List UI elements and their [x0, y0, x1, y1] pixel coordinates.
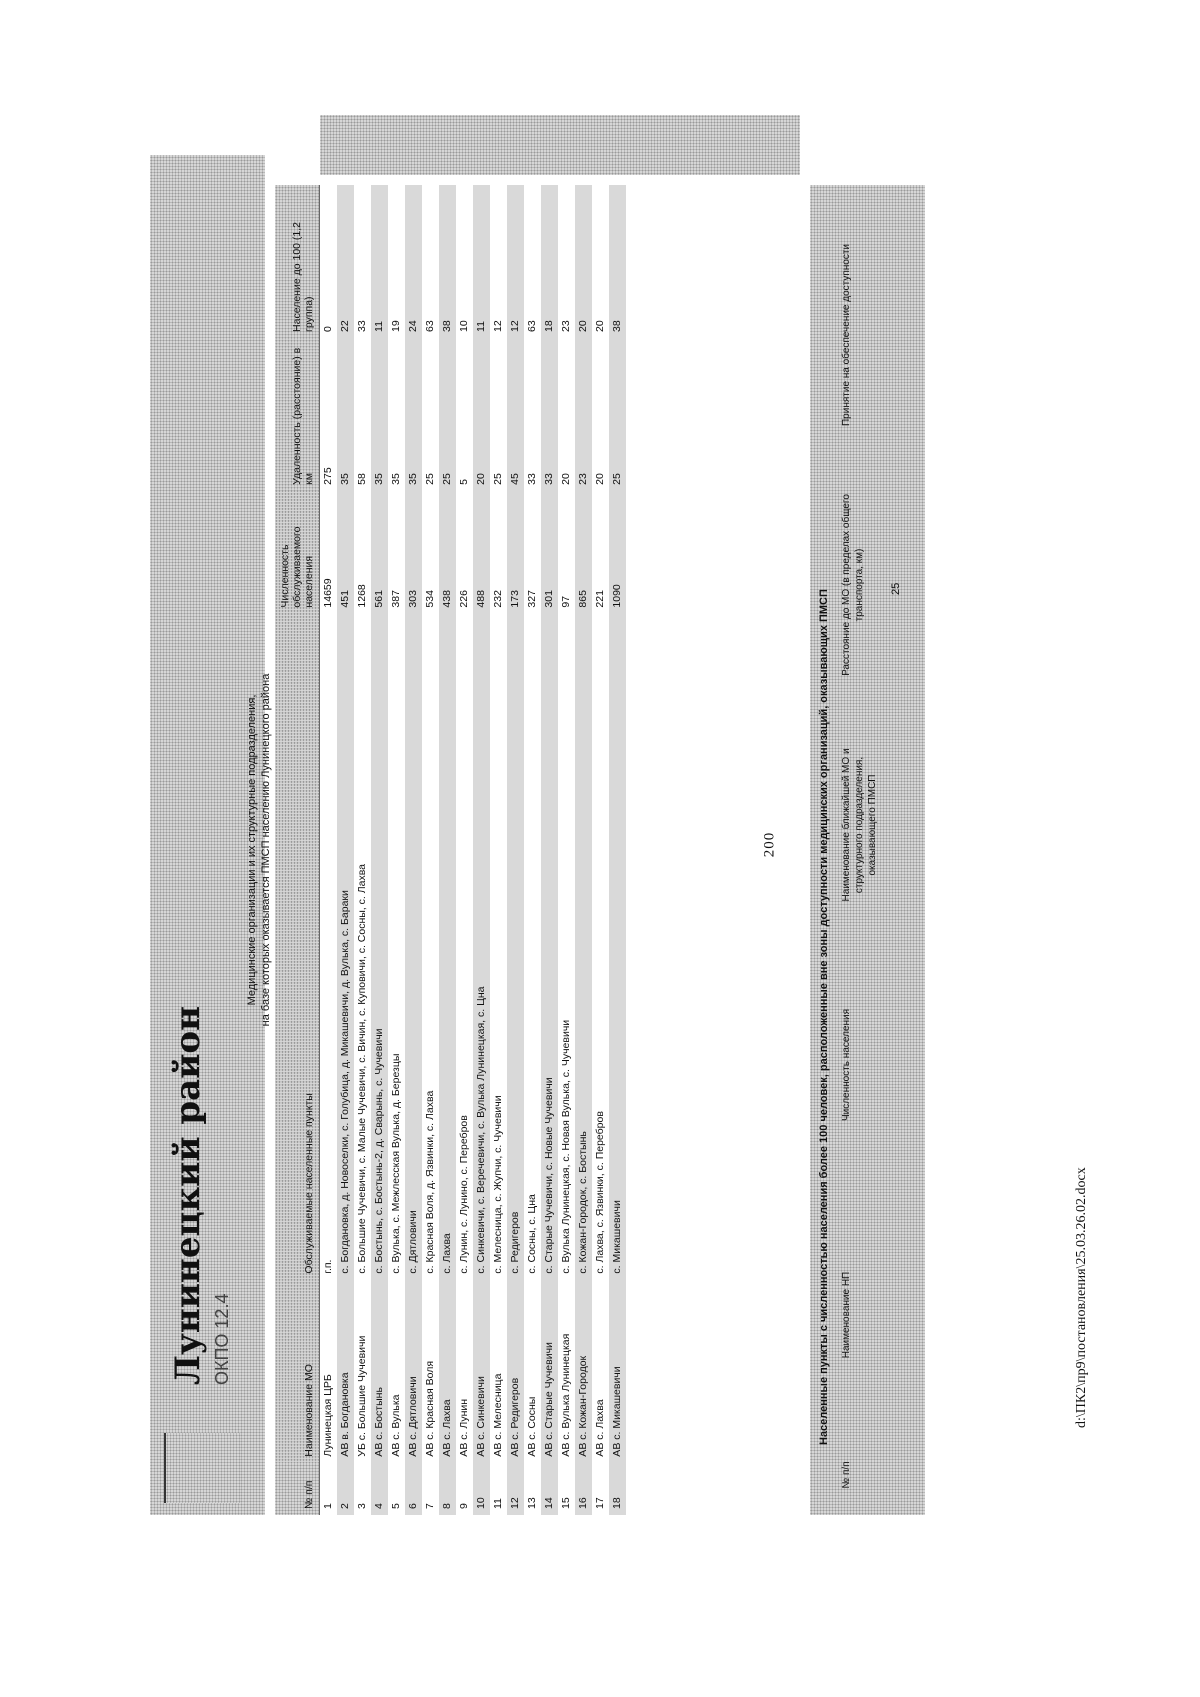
page-number: 200 — [761, 831, 778, 858]
table-cell-dist: 35 — [405, 338, 422, 491]
table-cell-n: 14 — [541, 1463, 558, 1515]
table-cell-pop: 561 — [371, 491, 388, 614]
table-cell-pop: 301 — [541, 491, 558, 614]
table-cell-mo: АВ с. Лахва — [439, 1280, 456, 1463]
table-cell-pop: 14659 — [322, 578, 334, 608]
table-cell-pct: 11 — [473, 185, 490, 338]
table-row — [575, 185, 592, 1515]
table-row — [473, 185, 490, 1515]
bottom-value: 25 — [890, 582, 902, 595]
footer-file-path: d:\ПК2\пр9\постановления\25.03.26.02.docx — [1074, 1167, 1089, 1428]
column-header: Удаленность (расстояние) в км — [275, 338, 320, 491]
table-cell-dist: 25 — [609, 338, 626, 491]
table-cell-dist: 25 — [424, 473, 436, 485]
bottom-section — [810, 185, 925, 1515]
table-cell-mo: АВ с. Лунин — [458, 1398, 470, 1457]
table-cell-n: 1 — [322, 1503, 334, 1509]
table-cell-pct: 0 — [322, 326, 334, 332]
table-cell-np: с. Красная Воля, д. Язвинки, с. Лахва — [424, 1090, 436, 1274]
table-cell-dist: 35 — [390, 473, 402, 485]
table-cell-mo: АВ с. Синкевичи — [473, 1280, 490, 1463]
table-row — [592, 185, 609, 1515]
table-cell-dist: 35 — [337, 338, 354, 491]
rotated-sheet — [150, 115, 940, 1515]
table-cell-dist: 45 — [507, 338, 524, 491]
table-cell-np: с. Лунин, с. Лунино, с. Перебров — [458, 1115, 470, 1274]
table-cell-np: с. Дятловичи — [405, 614, 422, 1280]
table-cell-np: г.п. — [322, 1259, 334, 1274]
organizations-table — [275, 185, 626, 1515]
table-cell-dist: 20 — [594, 473, 606, 485]
table-cell-n: 18 — [609, 1463, 626, 1515]
column-header: Обслуживаемые населенные пункты — [275, 614, 320, 1280]
table-cell-np: с. Кожан-Городок, с. Бостынь — [575, 614, 592, 1280]
bottom-column-header: Численность населения — [841, 1008, 852, 1122]
table-cell-np: с. Бостынь, с. Бостынь-2, д. Сварынь, с. Чучевичи — [371, 614, 388, 1280]
table-header-row — [275, 185, 320, 1515]
table-cell-dist: 23 — [575, 338, 592, 491]
table-cell-n: 16 — [575, 1463, 592, 1515]
table-cell-pct: 19 — [390, 320, 402, 332]
table-cell-mo: АВ с. Мелесница — [492, 1373, 504, 1457]
table-cell-pop: 488 — [473, 491, 490, 614]
table-cell-dist: 25 — [439, 338, 456, 491]
table-cell-pop: 173 — [507, 491, 524, 614]
table-cell-pct: 10 — [458, 320, 470, 332]
table-cell-np: с. Сосны, с. Цна — [526, 1194, 538, 1274]
table-cell-pop: 232 — [492, 590, 504, 608]
table-cell-pop: 534 — [424, 590, 436, 608]
table-cell-n: 5 — [390, 1503, 402, 1509]
table-cell-pop: 327 — [526, 590, 538, 608]
bottom-column-header: Наименование ближайшей МО и структурного подразделения, оказывающего ПМСП — [841, 748, 878, 902]
table-row — [388, 185, 405, 1515]
table-cell-pct: 63 — [424, 320, 436, 332]
table-title-line-2: на базе которых оказывается ПМСП населению Лунинецкого района — [260, 673, 272, 1027]
table-cell-pop: 221 — [594, 590, 606, 608]
table-cell-mo: АВ с. Красная Воля — [424, 1360, 436, 1457]
table-cell-n: 11 — [492, 1498, 504, 1509]
region-code: ОКПО 12.4 — [212, 1293, 232, 1385]
table-cell-n: 17 — [594, 1497, 606, 1509]
side-decoration — [320, 115, 800, 175]
table-cell-pct: 20 — [575, 185, 592, 338]
table-cell-dist: 25 — [492, 473, 504, 485]
table-row — [439, 185, 456, 1515]
bottom-column-header: Наименование НП — [841, 1271, 852, 1359]
table-cell-pct: 33 — [356, 320, 368, 332]
region-title: Лунинецкий район — [168, 1006, 208, 1385]
table-cell-pct: 22 — [337, 185, 354, 338]
table-cell-pct: 11 — [371, 185, 388, 338]
table-row — [541, 185, 558, 1515]
table-cell-dist: 275 — [322, 467, 334, 485]
bottom-column-header: Расстояние до МО (в пределах общего транспорта, км) — [841, 494, 865, 676]
table-cell-mo: АВ с. Редигеров — [507, 1280, 524, 1463]
table-cell-pct: 24 — [405, 185, 422, 338]
bottom-column-header: № п/п — [841, 1461, 852, 1489]
table-row — [456, 185, 473, 1515]
column-header: Наименование МО — [275, 1280, 320, 1463]
table-cell-np: с. Лахва, с. Язвинки, с. Перебров — [594, 1111, 606, 1274]
table-cell-mo: УБ с. Большие Чучевичи — [356, 1335, 368, 1457]
table-cell-pop: 1090 — [609, 491, 626, 614]
table-title — [245, 185, 273, 1515]
table-cell-pop: 303 — [405, 491, 422, 614]
table-cell-dist: 20 — [560, 473, 572, 485]
column-header: Численность обслуживаемого населения — [275, 491, 320, 614]
table-cell-mo: АВ с. Вулька Лунинецкая — [560, 1333, 572, 1457]
table-row — [524, 185, 541, 1515]
logo-icon — [164, 1433, 241, 1503]
table-body — [320, 185, 627, 1515]
table-cell-pct: 12 — [507, 185, 524, 338]
table-cell-mo: АВ с. Вулька — [390, 1394, 402, 1457]
table-cell-n: 2 — [337, 1463, 354, 1515]
table-row — [558, 185, 575, 1515]
table-cell-mo: АВ с. Микашевичи — [609, 1280, 626, 1463]
bottom-column-header: Принятие на обеспечение доступности — [841, 244, 852, 426]
column-header: № п/п — [275, 1463, 320, 1515]
table-cell-n: 15 — [560, 1497, 572, 1509]
table-cell-np: с. Синкевичи, с. Веречевичи, с. Вулька Лунинецкая, с. Цна — [473, 614, 490, 1280]
table-row — [371, 185, 388, 1515]
table-cell-np: с. Большие Чучевичи, с. Малые Чучевичи, с. Вичин, с. Куповичи, с. Сосны, с. Лахва — [356, 863, 368, 1274]
table-cell-mo: АВ с. Лахва — [594, 1399, 606, 1457]
table-cell-dist: 5 — [458, 479, 470, 485]
table-cell-mo: АВ в. Богдановка — [337, 1280, 354, 1463]
table-cell-n: 7 — [424, 1503, 436, 1509]
table-title-line-1: Медицинские организации и их структурные подразделения, — [246, 694, 258, 1006]
table-cell-n: 4 — [371, 1463, 388, 1515]
table-cell-n: 6 — [405, 1463, 422, 1515]
table-cell-n: 12 — [507, 1463, 524, 1515]
table-cell-pop: 97 — [560, 595, 572, 608]
table-cell-pop: 387 — [390, 590, 402, 608]
table-cell-n: 10 — [473, 1463, 490, 1515]
table-cell-pct: 20 — [594, 320, 606, 332]
table-row — [507, 185, 524, 1515]
table-cell-n: 9 — [458, 1503, 470, 1509]
table-cell-pct: 23 — [560, 320, 572, 332]
table-cell-np: с. Вулька, с. Межлесская Вулька, д. Березцы — [390, 1053, 402, 1274]
table-row — [320, 185, 338, 1515]
table-cell-pct: 63 — [526, 320, 538, 332]
table-cell-mo: Лунинецкая ЦРБ — [322, 1374, 334, 1457]
table-cell-dist: 20 — [473, 338, 490, 491]
table-cell-pct: 38 — [609, 185, 626, 338]
table-cell-pop: 865 — [575, 491, 592, 614]
table-cell-np: с. Микашевичи — [609, 614, 626, 1280]
table-cell-n: 8 — [439, 1463, 456, 1515]
table-cell-mo: АВ с. Сосны — [526, 1396, 538, 1457]
table-cell-dist: 58 — [356, 473, 368, 485]
table-cell-dist: 35 — [371, 338, 388, 491]
table-cell-pop: 451 — [337, 491, 354, 614]
table-cell-pop: 438 — [439, 491, 456, 614]
table-row — [405, 185, 422, 1515]
table-row — [337, 185, 354, 1515]
table-row — [609, 185, 626, 1515]
table-cell-mo: АВ с. Дятловичи — [405, 1280, 422, 1463]
table-row — [490, 185, 507, 1515]
table-cell-np: с. Редигеров — [507, 614, 524, 1280]
table-cell-mo: АВ с. Старые Чучевичи — [541, 1280, 558, 1463]
table-cell-dist: 33 — [526, 473, 538, 485]
table-cell-pct: 18 — [541, 185, 558, 338]
table-cell-np: с. Вулька Лунинецкая, с. Новая Вулька, с. Чучевичи — [560, 1019, 572, 1274]
table-cell-mo: АВ с. Кожан-Городок — [575, 1280, 592, 1463]
table-cell-pop: 1268 — [356, 584, 368, 608]
table-cell-np: с. Мелесница, с. Жупчи, с. Чучевичи — [492, 1095, 504, 1274]
table-cell-n: 3 — [356, 1503, 368, 1509]
table-cell-mo: АВ с. Бостынь — [371, 1280, 388, 1463]
table-cell-n: 13 — [526, 1497, 538, 1509]
table-cell-pop: 226 — [458, 590, 470, 608]
table-cell-np: с. Старые Чучевичи, с. Новые Чучевичи — [541, 614, 558, 1280]
bottom-title: Населенные пункты с численностью населения более 100 человек, расположенные вне зоны доступности медицинских организаций, оказывающих ПМСП — [818, 589, 830, 1445]
table-cell-dist: 33 — [541, 338, 558, 491]
table-cell-pct: 12 — [492, 320, 504, 332]
table-cell-np: с. Богдановка, д. Новоселки, с. Голубица, д. Микашевичи, д. Вулька, с. Бараки — [337, 614, 354, 1280]
table-cell-pct: 38 — [439, 185, 456, 338]
column-header: Население до 100 (1,2 группа) — [275, 185, 320, 338]
table-row — [354, 185, 371, 1515]
table-cell-np: с. Лахва — [439, 614, 456, 1280]
table-row — [422, 185, 439, 1515]
